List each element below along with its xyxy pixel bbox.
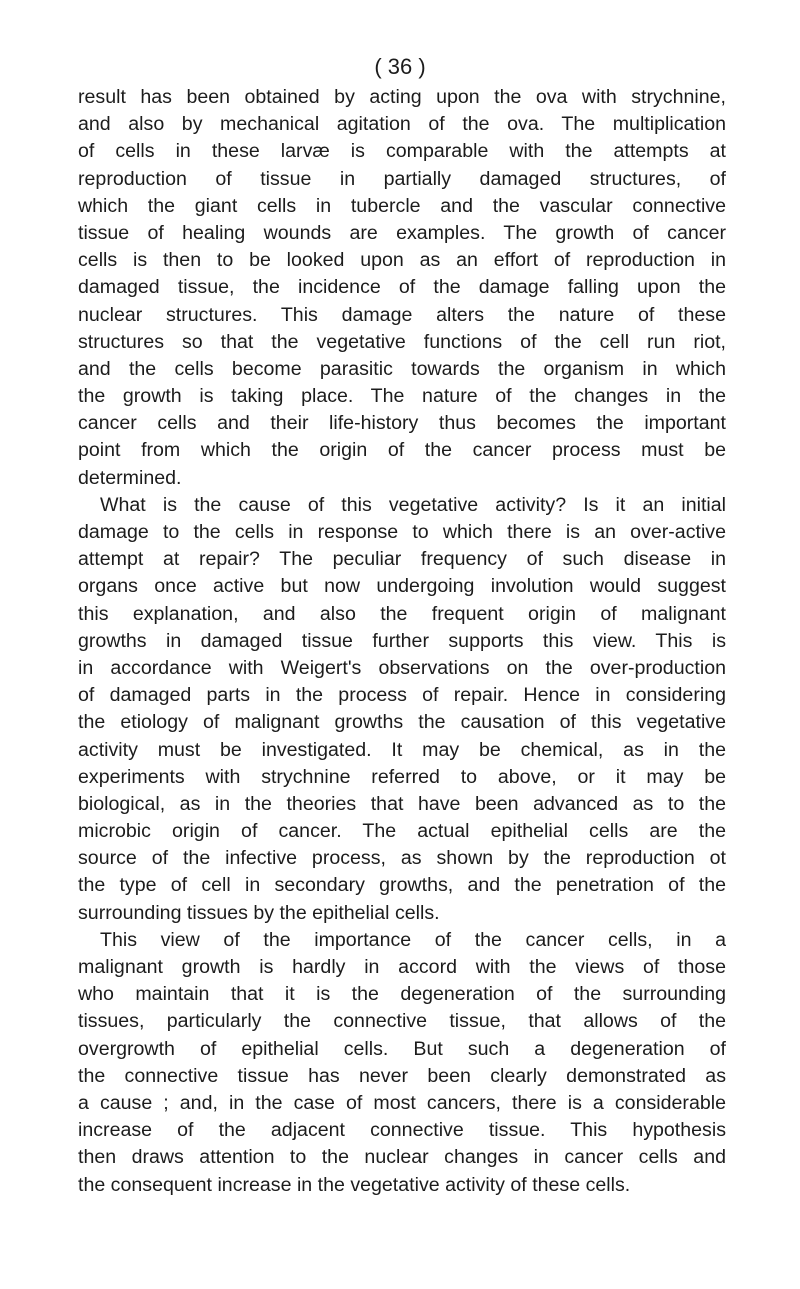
page-number: ( 36 ) (374, 54, 426, 79)
text-line: organs once active but now undergoing involution would suggest (78, 575, 726, 598)
text-line: What is the cause of this vegetative activity? Is it an initial (100, 493, 726, 516)
text-line: the etiology of malignant growths the causation of this vegetative (78, 711, 726, 734)
text-line: determined. (78, 466, 182, 489)
text-line: the connective tissue has never been clearly demonstrated as (78, 1064, 726, 1087)
text-line: malignant growth is hardly in accord with the views of those (78, 956, 726, 978)
text-line: the growth is taking place. The nature of the changes in the (78, 385, 726, 408)
text-line: the type of cell in secondary growths, and the penetration of the (78, 874, 726, 897)
text-line: damage to the cells in response to which there is an over-active (78, 521, 726, 543)
text-line: nuclear structures. This damage alters the nature of these (78, 303, 726, 326)
text-line: increase of the adjacent connective tissue. This hypothesis (78, 1119, 726, 1142)
text-line: microbic origin of cancer. The actual epithelial cells are the (78, 820, 726, 843)
text-line: tissues, particularly the connective tissue, that allows of the (78, 1010, 726, 1033)
text-line: cells is then to be looked upon as an effort of reproduction in (78, 249, 726, 272)
text-line: which the giant cells in tubercle and the vascular connective (78, 194, 726, 217)
text-line: biological, as in the theories that have been advanced as to the (78, 792, 726, 815)
text-line: activity must be investigated. It may be chemical, as in the (78, 738, 726, 761)
text-line: then draws attention to the nuclear changes in cancer cells and (78, 1146, 726, 1169)
text-line: overgrowth of epithelial cells. But such a degeneration of (78, 1037, 726, 1060)
text-line: of damaged parts in the process of repair. Hence in considering (78, 684, 726, 707)
text-line: of cells in these larvæ is comparable with the attempts at (78, 140, 726, 163)
text-line: this explanation, and also the frequent origin of malignant (78, 602, 726, 625)
body-text (78, 84, 726, 1199)
text-line: source of the infective process, as shown by the reproduction ot (78, 847, 726, 870)
text-line: in accordance with Weigert's observations on the over-production (78, 656, 726, 679)
text-line: cancer cells and their life-history thus becomes the important (78, 412, 726, 435)
text-line: surrounding tissues by the epithelial cells. (78, 901, 440, 924)
text-line: and also by mechanical agitation of the ova. The multiplication (78, 113, 726, 136)
text-line: result has been obtained by acting upon the ova with strychnine, (78, 86, 726, 108)
text-line: who maintain that it is the degeneration of the surrounding (78, 983, 726, 1006)
text-line: experiments with strychnine referred to above, or it may be (78, 765, 726, 788)
text-line: growths in damaged tissue further supports this view. This is (78, 629, 726, 652)
text-line: reproduction of tissue in partially damaged structures, of (78, 167, 726, 190)
text-line: point from which the origin of the cancer process must be (78, 439, 726, 462)
text-line: a cause ; and, in the case of most cancers, there is a considerable (78, 1091, 726, 1114)
text-line: attempt at repair? The peculiar frequency of such disease in (78, 548, 726, 571)
text-line: the consequent increase in the vegetative activity of these cells. (78, 1173, 631, 1196)
text-line: damaged tissue, the incidence of the damage falling upon the (78, 276, 726, 299)
text-line: This view of the importance of the cancer cells, in a (100, 928, 726, 951)
text-line: tissue of healing wounds are examples. The growth of cancer (78, 221, 726, 244)
text-line: and the cells become parasitic towards the organism in which (78, 357, 726, 380)
text-line: structures so that the vegetative functions of the cell run riot, (78, 330, 726, 353)
